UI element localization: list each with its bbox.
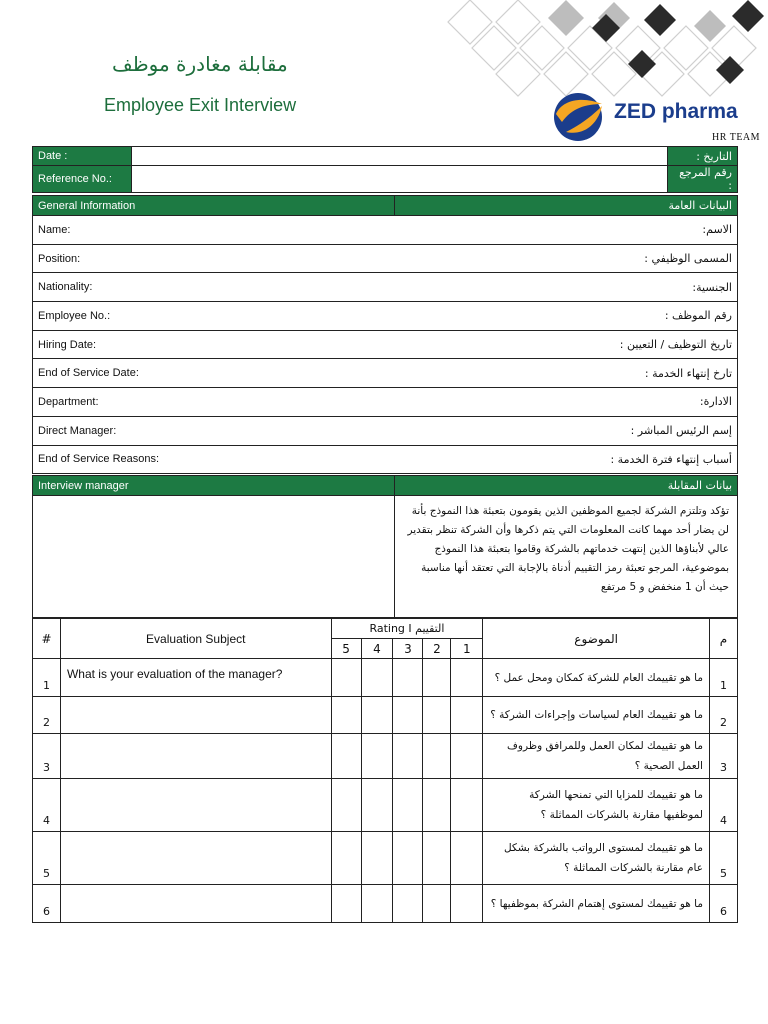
rating-cell-5[interactable] <box>331 885 361 923</box>
rating-scale-label: 2 <box>423 639 451 659</box>
field-label: End of Service Reasons: <box>33 445 395 474</box>
rating-cell-3[interactable] <box>393 885 423 923</box>
field-label-arabic: الادارة: <box>395 388 738 417</box>
rating-scale-label: 5 <box>331 639 361 659</box>
rating-scale-label: 4 <box>361 639 393 659</box>
rating-cell-4[interactable] <box>361 885 393 923</box>
interview-heading-arabic: بيانات المقابلة <box>395 476 738 496</box>
page-title: Employee Exit Interview <box>104 95 297 115</box>
rating-cell-5[interactable] <box>331 659 361 697</box>
rating-cell-4[interactable] <box>361 659 393 697</box>
rating-scale-label: 1 <box>451 639 483 659</box>
evaluation-header-row <box>33 619 738 639</box>
general-info-header <box>33 196 738 216</box>
rating-cell-3[interactable] <box>393 659 423 697</box>
question-arabic: ما هو تقييمك العام للشركة كمكان ومحل عمل ؟ <box>483 659 710 697</box>
question-arabic: ما هو تقييمك العام لسياسات وإجراءات الشركة ؟ <box>483 697 710 734</box>
rating-cell-3[interactable] <box>393 832 423 885</box>
field-row-department[interactable] <box>33 388 738 417</box>
row-number-arabic: 5 <box>709 832 737 885</box>
field-label: Direct Manager: <box>33 416 395 445</box>
row-number: 6 <box>33 885 61 923</box>
row-number-arabic: 3 <box>709 734 737 779</box>
row-number-arabic: 6 <box>709 885 737 923</box>
interview-heading: Interview manager <box>33 476 395 496</box>
rating-scale-label: 3 <box>393 639 423 659</box>
evaluation-table <box>32 618 738 923</box>
column-number-arabic: م <box>709 619 737 659</box>
column-subject-arabic: الموضوع <box>483 619 710 659</box>
row-number: 1 <box>33 659 61 697</box>
field-label: End of Service Date: <box>33 359 395 388</box>
field-label-arabic: تارخ إنتهاء الخدمة : <box>395 359 738 388</box>
rating-cell-1[interactable] <box>451 659 483 697</box>
field-row-employee-no[interactable] <box>33 302 738 331</box>
field-label: Employee No.: <box>33 302 395 331</box>
rating-cell-1[interactable] <box>451 832 483 885</box>
evaluation-row <box>33 779 738 832</box>
field-label: Nationality: <box>33 273 395 302</box>
rating-cell-5[interactable] <box>331 832 361 885</box>
rating-cell-1[interactable] <box>451 734 483 779</box>
rating-cell-4[interactable] <box>361 779 393 832</box>
field-row-direct-manager[interactable] <box>33 416 738 445</box>
evaluation-row <box>33 734 738 779</box>
field-label-arabic: الجنسية: <box>395 273 738 302</box>
reference-label: Reference No.: <box>33 166 132 193</box>
question-arabic: ما هو تقييمك لمستوى الرواتب بالشركة بشكل عام مقارنة بالشركات المماثلة ؟ <box>483 832 710 885</box>
column-rating: Rating I التقييم <box>331 619 483 639</box>
rating-cell-1[interactable] <box>451 779 483 832</box>
field-label: Position: <box>33 244 395 273</box>
rating-cell-4[interactable] <box>361 734 393 779</box>
rating-cell-1[interactable] <box>451 885 483 923</box>
question-english[interactable] <box>60 779 331 832</box>
question-english: What is your evaluation of the manager? <box>60 659 331 697</box>
general-info-heading: General Information <box>33 196 395 216</box>
logo-text: ZED pharma <box>614 100 738 123</box>
field-label-arabic: أسباب إنتهاء فترة الخدمة : <box>395 445 738 474</box>
row-number: 4 <box>33 779 61 832</box>
field-label: Hiring Date: <box>33 330 395 359</box>
team-label: HR TEAM <box>712 132 761 143</box>
reference-field[interactable] <box>132 166 668 193</box>
field-row-end-of-service-date[interactable] <box>33 359 738 388</box>
rating-cell-4[interactable] <box>361 697 393 734</box>
rating-cell-5[interactable] <box>331 779 361 832</box>
field-row-position[interactable] <box>33 244 738 273</box>
rating-cell-2[interactable] <box>423 734 451 779</box>
rating-cell-2[interactable] <box>423 697 451 734</box>
field-row-hiring-date[interactable] <box>33 330 738 359</box>
question-arabic: ما هو تقييمك للمزايا التي تمنحها الشركة لموظفيها مقارنة بالشركات المماثلة ؟ <box>483 779 710 832</box>
interview-notes-field[interactable] <box>33 496 395 618</box>
column-evaluation-subject: Evaluation Subject <box>60 619 331 659</box>
rating-cell-2[interactable] <box>423 659 451 697</box>
page-title-arabic: مقابلة مغادرة موظف <box>112 52 288 76</box>
date-reference-table <box>32 146 738 193</box>
field-label-arabic: إسم الرئيس المباشر : <box>395 416 738 445</box>
question-english[interactable] <box>60 832 331 885</box>
rating-cell-3[interactable] <box>393 734 423 779</box>
rating-cell-3[interactable] <box>393 697 423 734</box>
interview-manager-table <box>32 475 738 618</box>
field-label-arabic: تاريخ التوظيف / التعيين : <box>395 330 738 359</box>
logo-mark-icon <box>552 92 608 142</box>
field-label: Name: <box>33 216 395 245</box>
row-number: 5 <box>33 832 61 885</box>
row-number-arabic: 1 <box>709 659 737 697</box>
evaluation-row <box>33 697 738 734</box>
row-number: 3 <box>33 734 61 779</box>
rating-cell-3[interactable] <box>393 779 423 832</box>
field-row-name[interactable] <box>33 216 738 245</box>
decorative-diamond-pattern <box>430 0 768 100</box>
general-information-table <box>32 195 738 474</box>
question-arabic: ما هو تقييمك لمستوى إهتمام الشركة بموظفيها ؟ <box>483 885 710 923</box>
rating-cell-2[interactable] <box>423 885 451 923</box>
question-english[interactable] <box>60 885 331 923</box>
rating-cell-5[interactable] <box>331 734 361 779</box>
reference-label-arabic: رقم المرجع : <box>668 166 738 193</box>
row-number-arabic: 4 <box>709 779 737 832</box>
field-label: Department: <box>33 388 395 417</box>
date-label-arabic: التاريخ : <box>668 147 738 166</box>
interview-header <box>33 476 738 496</box>
date-field[interactable] <box>132 147 668 166</box>
reference-row <box>33 166 738 193</box>
column-number: # <box>33 619 61 659</box>
rating-cell-4[interactable] <box>361 832 393 885</box>
row-number: 2 <box>33 697 61 734</box>
general-info-heading-arabic: البيانات العامة <box>395 196 738 216</box>
date-row <box>33 147 738 166</box>
evaluation-row <box>33 659 738 697</box>
field-row-nationality[interactable] <box>33 273 738 302</box>
rating-cell-2[interactable] <box>423 832 451 885</box>
rating-cell-2[interactable] <box>423 779 451 832</box>
interview-body <box>33 496 738 618</box>
rating-cell-1[interactable] <box>451 697 483 734</box>
field-row-end-of-service-reasons[interactable] <box>33 445 738 474</box>
question-english[interactable] <box>60 697 331 734</box>
rating-cell-5[interactable] <box>331 697 361 734</box>
field-label-arabic: رقم الموظف : <box>395 302 738 331</box>
evaluation-row <box>33 885 738 923</box>
evaluation-row <box>33 832 738 885</box>
question-english[interactable] <box>60 734 331 779</box>
field-label-arabic: الاسم: <box>395 216 738 245</box>
interview-notice-arabic: تؤكد وتلتزم الشركة لجميع الموظفين الذين يقومون بتعبئة هذا النموذج بأنة لن يضار أحد مهما كانت المعلومات التي يتم ذكرها وأن الشركة تنظر بتقدير عالي لأبناؤها الذين إنتهت خدماتهم بالشركة وقاموا بتعبئة هذا النموذج بموضوعية، المرجو تعبئة رمز التقييم أدناة بالإجابة التي تعتقد أنها مناسبة حيث أن 1 منخفض و 5 مرتفع <box>395 496 738 618</box>
field-label-arabic: المسمى الوظيفي : <box>395 244 738 273</box>
question-arabic: ما هو تقييمك لمكان العمل وللمرافق وظروف العمل الصحية ؟ <box>483 734 710 779</box>
row-number-arabic: 2 <box>709 697 737 734</box>
date-label: Date : <box>33 147 132 166</box>
